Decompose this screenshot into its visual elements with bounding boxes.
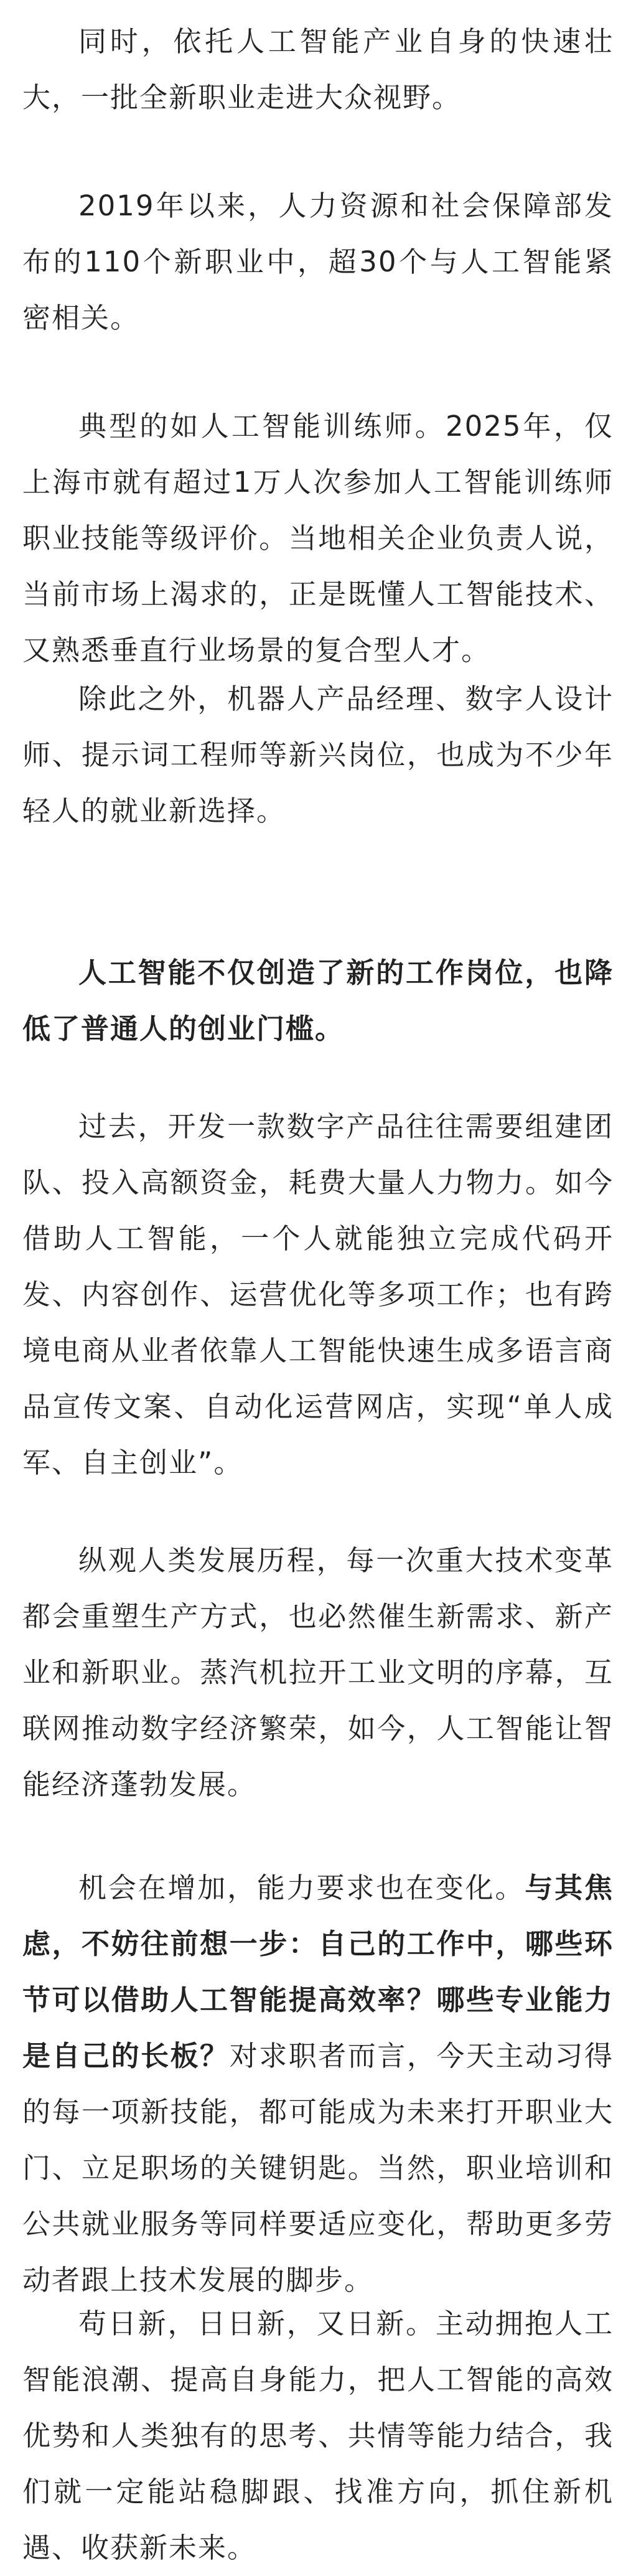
paragraph-ai-trainer: 典型的如人工智能训练师。2025年，仅上海市就有超过1万人次参加人工智能训练师职业技能等级评价。当地相关企业负责人说，当前市场上渴求的，正是既懂人工智能技术、又熟悉垂直行业场景的复合型人才。 xyxy=(22,410,614,667)
abilities-lead-text: 机会在增加，能力要求也在变化。 xyxy=(78,1871,525,1904)
paragraph-bold-thesis: 人工智能不仅创造了新的工作岗位，也降低了普通人的创业门槛。 xyxy=(22,956,614,1045)
paragraph-emerging-roles: 除此之外，机器人产品经理、数字人设计师、提示词工程师等新兴岗位，也成为不少年轻人的就业新选择。 xyxy=(22,682,614,827)
paragraph-new-occupations-intro: 同时，依托人工智能产业自身的快速壮大，一批全新职业走进大众视野。 xyxy=(22,25,614,114)
abilities-bold-text: 与其焦虑，不妨往前想一步：自己的工作中，哪些环节可以借助人工智能提高效率？哪些专业能力是自己的长板？ xyxy=(22,1871,614,2072)
paragraph-history: 纵观人类发展历程，每一次重大技术变革都会重塑生产方式，也必然催生新需求、新产业和新职业。蒸汽机拉开工业文明的序幕，互联网推动数字经济繁荣，如今，人工智能让智能经济蓬勃发展。 xyxy=(22,1544,614,1801)
paragraph-new-occupations-count: 2019年以来，人力资源和社会保障部发布的110个新职业中，超30个与人工智能紧密相关。 xyxy=(22,189,614,334)
paragraph-entrepreneurship: 过去，开发一款数字产品往往需要组建团队、投入高额资金，耗费大量人力物力。如今借助人工智能，一个人就能独立完成代码开发、内容创作、运营优化等多项工作；也有跨境电商从业者依靠人工智能快速生成多语言商品宣传文案、自动化运营网店，实现“单人成军、自主创业”。 xyxy=(22,1110,614,1479)
paragraph-abilities xyxy=(22,1860,614,2308)
paragraph-conclusion: 苟日新，日日新，又日新。主动拥抱人工智能浪潮、提高自身能力，把人工智能的高效优势和人类独有的思考、共情等能力结合，我们就一定能站稳脚跟、找准方向，抓住新机遇、收获新未来。 xyxy=(22,2307,614,2564)
abilities-tail-text: 对求职者而言，今天主动习得的每一项新技能，都可能成为未来打开职业大门、立足职场的关键钥匙。当然，职业培训和公共就业服务等同样要适应变化，帮助更多劳动者跟上技术发展的脚步。 xyxy=(22,2039,614,2296)
